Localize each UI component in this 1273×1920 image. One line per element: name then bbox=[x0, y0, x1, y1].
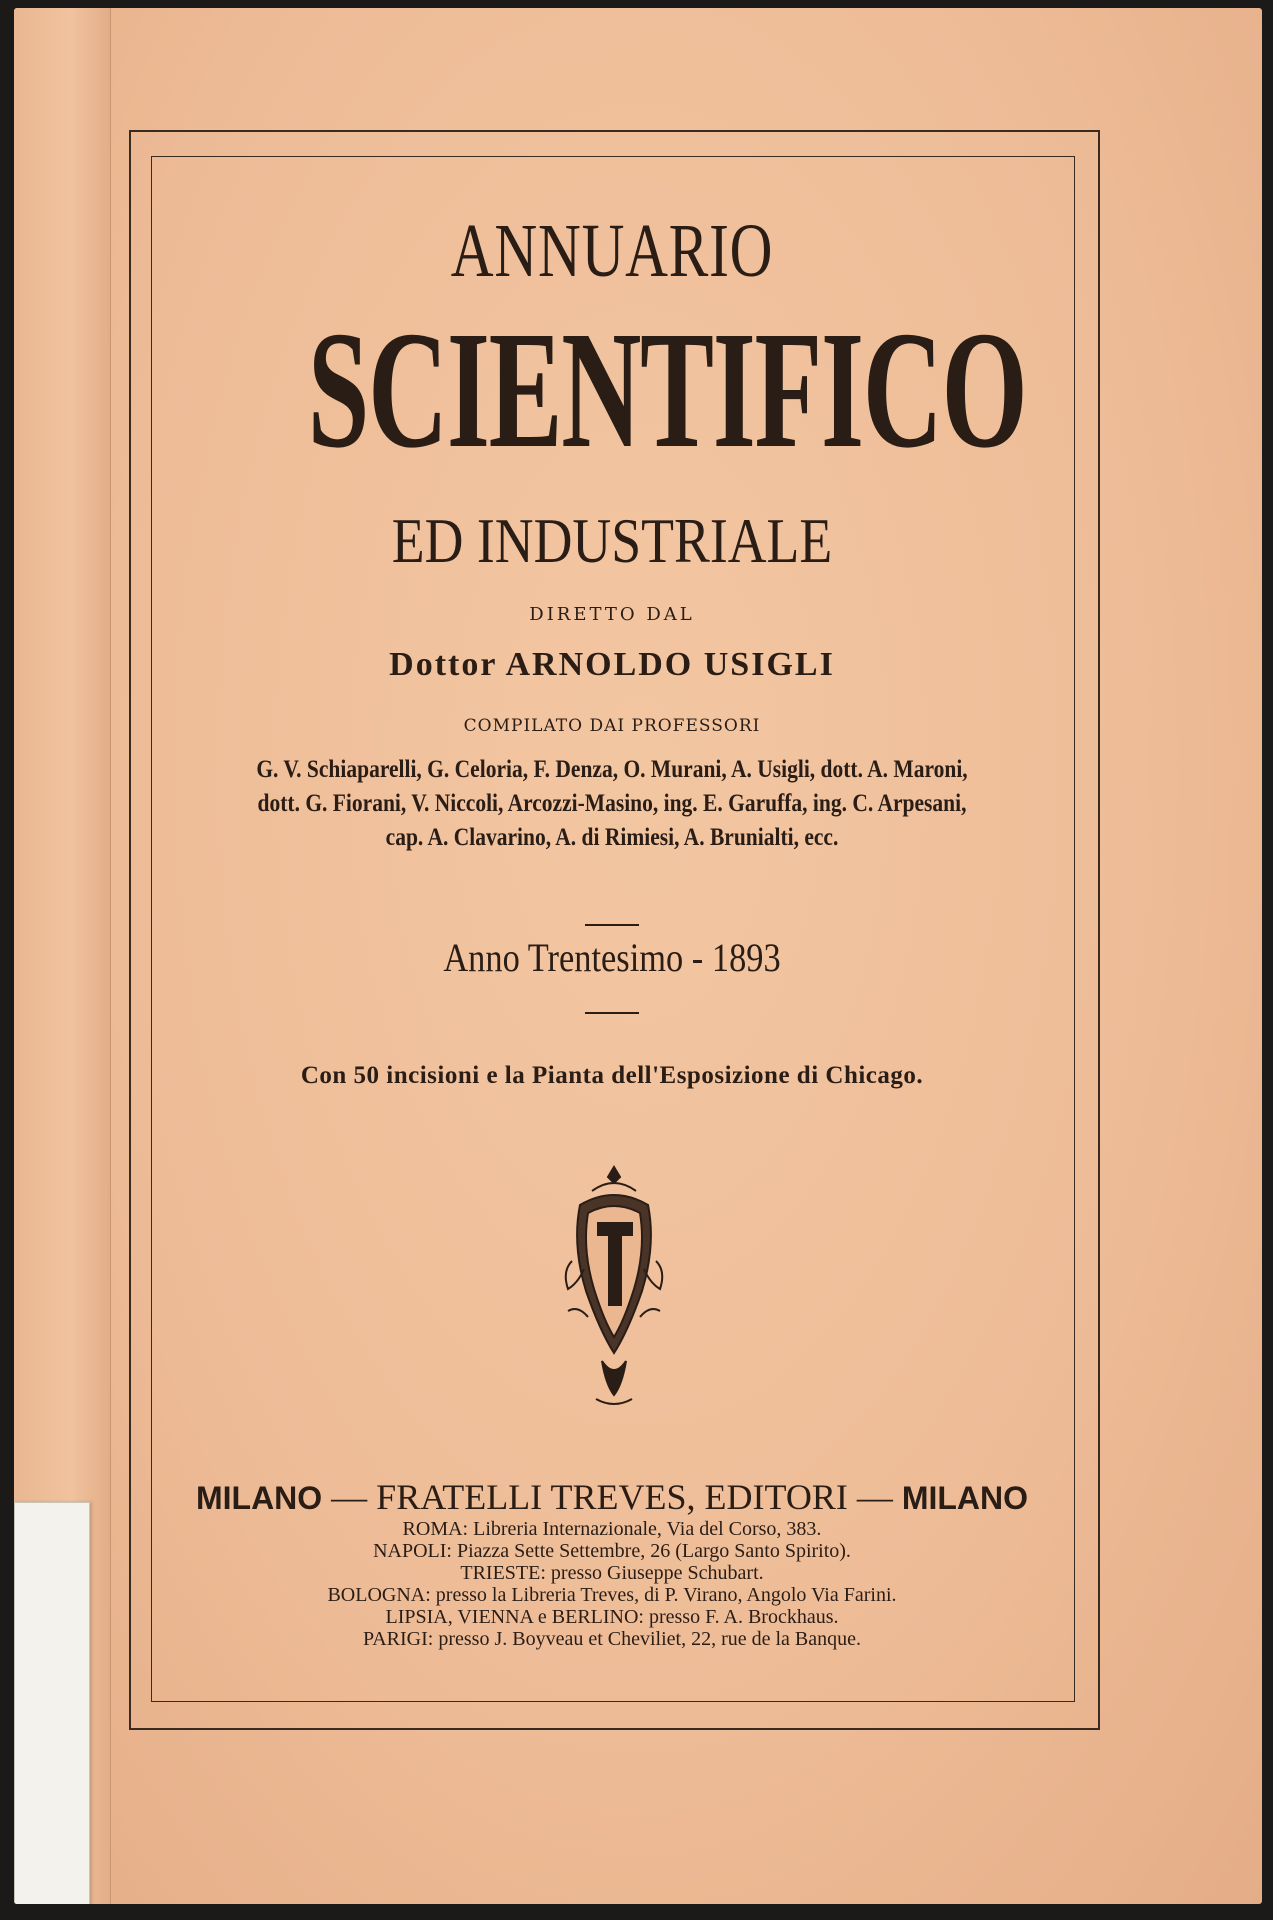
authors-line: dott. G. Fiorani, V. Niccoli, Arcozzi-Masino, ing. E. Garuffa, ing. C. Arpesani, bbox=[257, 790, 967, 817]
distribution-locations bbox=[151, 1518, 1073, 1650]
treves-publisher-emblem-icon bbox=[562, 1161, 666, 1411]
publisher-city-right: MILANO bbox=[901, 1480, 1029, 1516]
edition-year: Anno Trentesimo - 1893 bbox=[443, 935, 781, 980]
divider-rule bbox=[585, 1012, 639, 1014]
divider-rule bbox=[585, 924, 639, 926]
director-name: Dottor ARNOLDO USIGLI bbox=[389, 646, 835, 683]
illustrations-note: Con 50 incisioni e la Pianta dell'Esposizione di Chicago. bbox=[300, 1062, 924, 1089]
compiled-by-label: COMPILATO DAI PROFESSORI bbox=[463, 716, 761, 736]
authors-line: G. V. Schiaparelli, G. Celoria, F. Denza, O. Murani, A. Usigli, dott. A. Maroni, bbox=[256, 756, 968, 783]
title-annuario: ANNUARIO bbox=[450, 209, 774, 293]
authors-list bbox=[151, 753, 1073, 855]
location-line: TRIESTE: presso Giuseppe Schubart. bbox=[460, 1562, 764, 1584]
book-cover bbox=[14, 8, 1262, 1904]
location-line: LIPSIA, VIENNA e BERLINO: presso F. A. Brockhaus. bbox=[385, 1606, 839, 1628]
title-industriale: ED INDUSTRIALE bbox=[391, 505, 833, 576]
location-line: BOLOGNA: presso la Libreria Treves, di P. Virano, Angolo Via Farini. bbox=[327, 1584, 897, 1606]
location-line: NAPOLI: Piazza Sette Settembre, 26 (Largo Santo Spirito). bbox=[373, 1540, 851, 1562]
library-label bbox=[14, 1502, 90, 1904]
title-scientifico: SCIENTIFICO bbox=[307, 297, 1027, 483]
publisher-line bbox=[151, 1476, 1073, 1518]
location-line: ROMA: Libreria Internazionale, Via del Corso, 383. bbox=[402, 1518, 822, 1540]
cover-content bbox=[151, 156, 1073, 1700]
authors-line: cap. A. Clavarino, A. di Rimiesi, A. Brunialti, ecc. bbox=[385, 824, 839, 851]
location-line: PARIGI: presso J. Boyveau et Cheviliet, 22, rue de la Banque. bbox=[362, 1628, 862, 1650]
publisher-name: — FRATELLI TREVES, EDITORI — bbox=[322, 1477, 902, 1517]
directed-by-label: DIRETTO DAL bbox=[529, 604, 695, 625]
publisher-city-left: MILANO bbox=[195, 1480, 323, 1516]
